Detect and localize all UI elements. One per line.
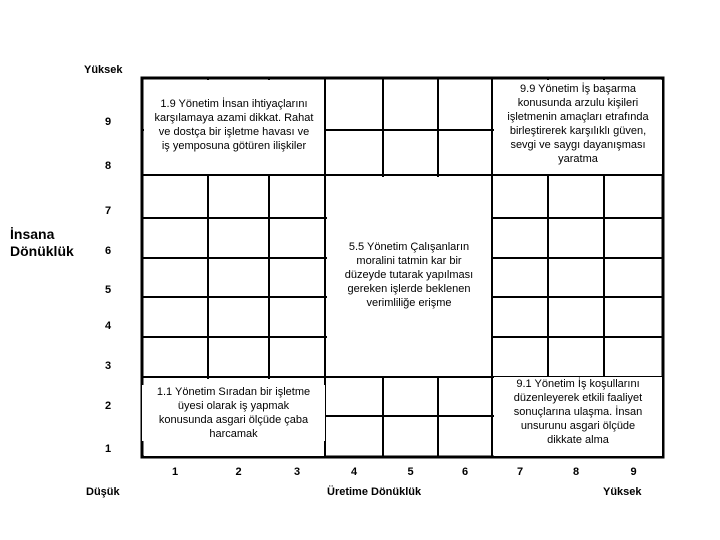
x-tick-label: 7 bbox=[516, 466, 524, 478]
style-line: ve dostça bir işletme havası ve bbox=[158, 126, 310, 138]
y-tick-label: 4 bbox=[104, 320, 112, 332]
y-tick-label: 1 bbox=[104, 443, 112, 455]
style-line: üyesi olarak iş yapmak bbox=[177, 400, 290, 412]
x-axis-title: Üretime Dönüklük bbox=[327, 486, 422, 498]
style-line: konusunda arzulu kişileri bbox=[517, 97, 639, 109]
x-tick-label: 8 bbox=[572, 466, 580, 478]
style-line: birleştirerek karşılıklı güven, bbox=[509, 125, 647, 137]
style-line: 1.9 Yönetim İnsan ihtiyaçlarını bbox=[160, 98, 308, 110]
style-line: düzeyde tutarak yapılması bbox=[344, 269, 474, 281]
style-line: gereken işlerde beklenen bbox=[347, 283, 471, 295]
style-line: yaratma bbox=[558, 153, 598, 165]
y-tick-label: 7 bbox=[104, 205, 112, 217]
style-text-s91 bbox=[494, 377, 662, 447]
x-tick-label: 6 bbox=[461, 466, 469, 478]
style-text-s99 bbox=[495, 82, 661, 166]
y-axis-title-line1: İnsana bbox=[10, 226, 55, 242]
axis-low-label: Düşük bbox=[86, 486, 120, 498]
style-line: işletmenin amaçları etrafında bbox=[507, 111, 649, 123]
style-line: dikkate alma bbox=[547, 434, 609, 446]
style-line: 5.5 Yönetim Çalışanların bbox=[348, 241, 470, 253]
x-tick-label: 1 bbox=[171, 466, 179, 478]
style-text-s55 bbox=[330, 240, 488, 310]
x-tick-label: 2 bbox=[235, 466, 242, 478]
y-axis-high-label: Yüksek bbox=[84, 64, 123, 76]
y-axis-title-line2: Dönüklük bbox=[10, 243, 74, 259]
style-line: iş yemposuna götüren ilişkiler bbox=[161, 140, 307, 152]
style-text-s19 bbox=[146, 97, 322, 153]
y-tick-label: 9 bbox=[104, 116, 112, 128]
style-line: 1.1 Yönetim Sıradan bir işletme bbox=[156, 386, 311, 398]
style-line: unsurunu asgari ölçüde bbox=[520, 420, 636, 432]
style-line: harcamak bbox=[209, 428, 258, 440]
style-line: konusunda asgari ölçüde çaba bbox=[158, 414, 309, 426]
style-line: sevgi ve saygı dayanışması bbox=[510, 139, 646, 151]
y-tick-label: 6 bbox=[104, 245, 112, 257]
style-line: düzenleyerek etkili faaliyet bbox=[513, 392, 643, 404]
x-axis-high-label: Yüksek bbox=[603, 486, 642, 498]
y-tick-label: 2 bbox=[104, 400, 112, 412]
style-line: sonuçlarına ulaşma. İnsan bbox=[513, 406, 643, 418]
x-tick-label: 3 bbox=[293, 466, 301, 478]
x-tick-label: 9 bbox=[630, 466, 637, 478]
y-tick-label: 3 bbox=[104, 360, 112, 372]
x-tick-label: 5 bbox=[407, 466, 414, 478]
style-text-s11 bbox=[142, 385, 325, 441]
style-line: moralini tatmin kar bir bbox=[356, 255, 462, 267]
style-line: karşılamaya azami dikkat. Rahat bbox=[154, 112, 314, 124]
style-line: 9.9 Yönetim İş başarma bbox=[520, 83, 636, 95]
style-line: 9.1 Yönetim İş koşullarını bbox=[516, 378, 640, 390]
y-tick-label: 8 bbox=[104, 160, 112, 172]
y-tick-label: 5 bbox=[104, 284, 112, 296]
x-tick-label: 4 bbox=[350, 466, 358, 478]
style-line: verimliliğe erişme bbox=[366, 297, 452, 309]
